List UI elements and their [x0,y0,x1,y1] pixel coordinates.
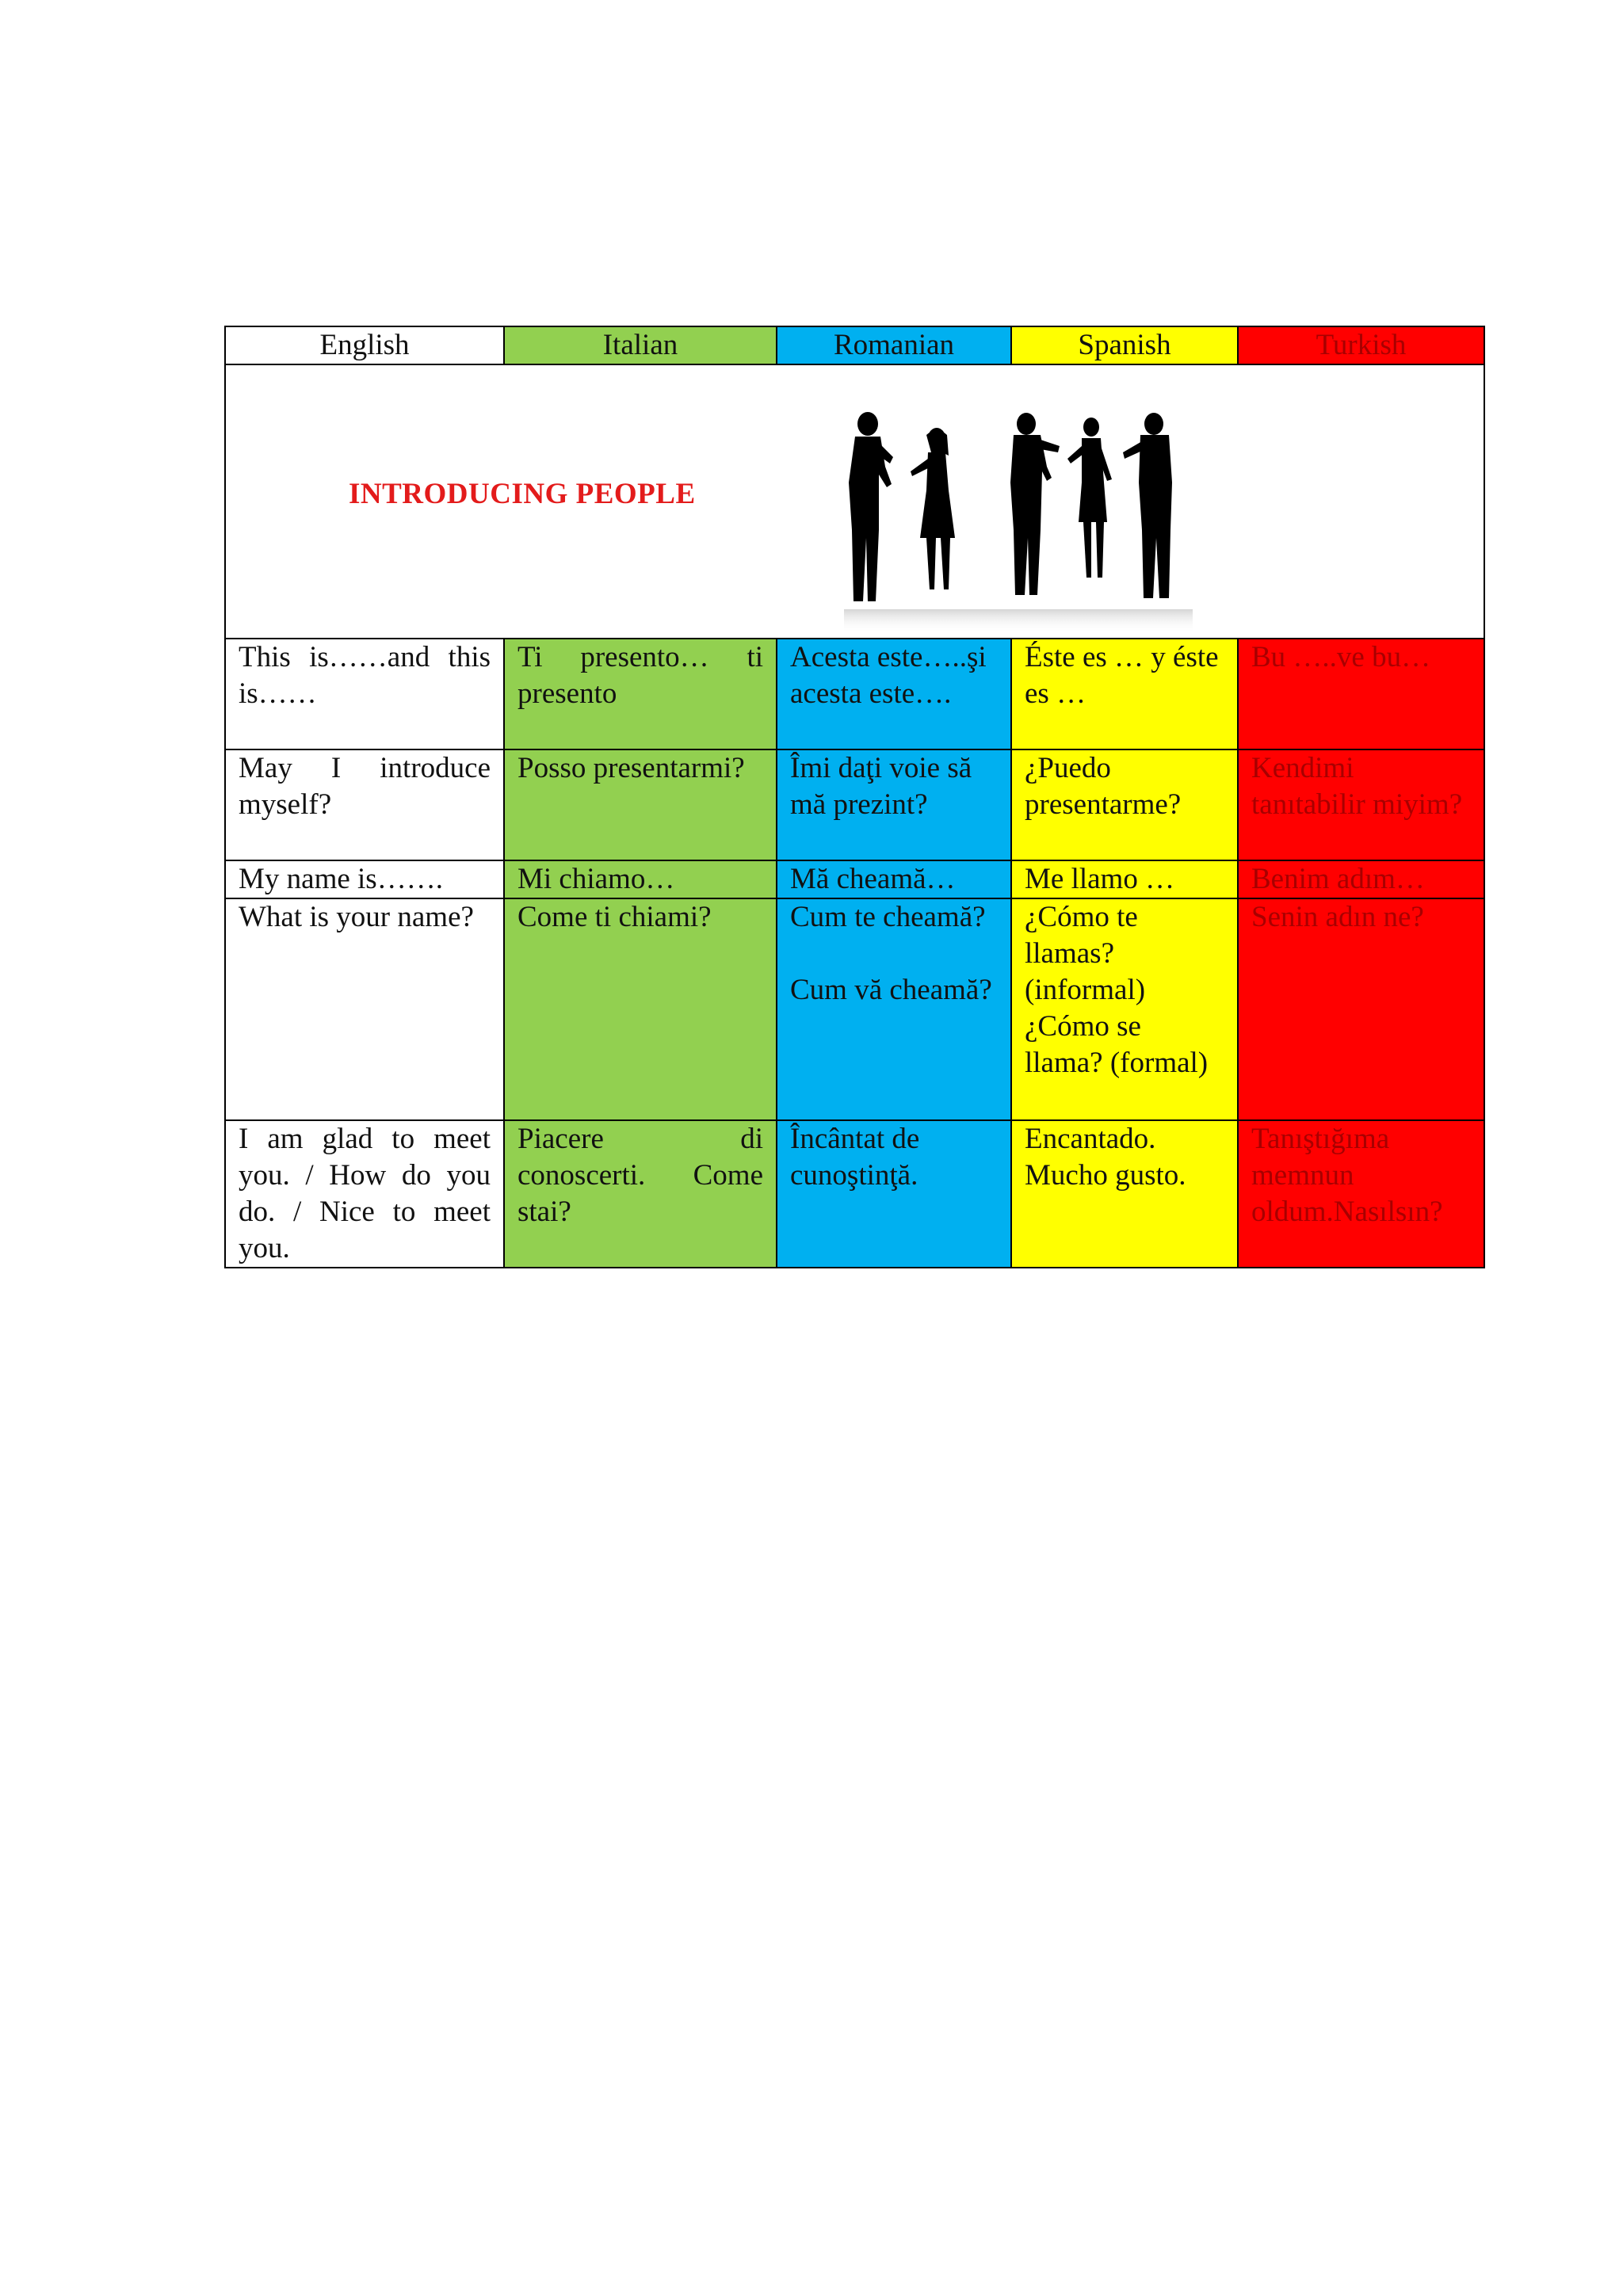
phrase-row-1 [225,639,1484,749]
cell-italian: Posso presentarmi? [504,749,777,860]
header-italian: Italian [504,326,777,364]
cell-italian: Ti presento… ti presento [504,639,777,749]
phrase-row-4 [225,898,1484,1120]
romanian-informal: Cum te cheamă? [790,901,986,933]
cell-romanian: Încântat de cunoştinţă. [777,1120,1011,1268]
header-spanish: Spanish [1011,326,1238,364]
header-turkish: Turkish [1238,326,1484,364]
banner-cell [225,364,1484,639]
banner-row [225,364,1484,639]
cell-romanian: Îmi daţi voie să mă prezint? [777,749,1011,860]
cell-romanian: Acesta este…..şi acesta este…. [777,639,1011,749]
cell-romanian [777,898,1011,1120]
cell-italian: Come ti chiami? [504,898,777,1120]
cell-english: This is……and this is…… [225,639,504,749]
phrase-row-5 [225,1120,1484,1268]
cell-english: May I introduce myself? [225,749,504,860]
cell-english: What is your name? [225,898,504,1120]
cell-english: I am glad to meet you. / How do you do. / Nice to meet you. [225,1120,504,1268]
cell-italian: Mi chiamo… [504,860,777,898]
cell-spanish: ¿Puedo presentarme? [1011,749,1238,860]
cell-spanish [1011,898,1238,1120]
cell-english: My name is……. [225,860,504,898]
romanian-formal: Cum vă cheamă? [790,974,992,1006]
cell-turkish: Kendimi tanıtabilir miyim? [1238,749,1484,860]
header-english: English [225,326,504,364]
cell-spanish: Éste es … y éste es … [1011,639,1238,749]
cell-italian: Piacere di conoscerti. Come stai? [504,1120,777,1268]
header-row [225,326,1484,364]
cell-turkish: Benim adım… [1238,860,1484,898]
cell-spanish: Encantado. Mucho gusto. [1011,1120,1238,1268]
spacer [790,936,998,972]
cell-turkish: Bu …..ve bu… [1238,639,1484,749]
header-romanian: Romanian [777,326,1011,364]
spanish-informal: ¿Cómo te llamas? (informal) [1025,901,1146,1006]
cell-turkish: Tanıştığıma memnun oldum.Nasılsın? [1238,1120,1484,1268]
banner-title: INTRODUCING PEOPLE [349,478,696,510]
people-conversation-silhouette-icon [844,411,1193,633]
phrase-table [224,326,1485,1268]
spanish-formal: ¿Cómo se llama? (formal) [1025,1010,1209,1079]
cell-romanian: Mă cheamă… [777,860,1011,898]
phrase-row-3 [225,860,1484,898]
cell-turkish: Senin adın ne? [1238,898,1484,1120]
phrase-row-2 [225,749,1484,860]
cell-spanish: Me llamo … [1011,860,1238,898]
